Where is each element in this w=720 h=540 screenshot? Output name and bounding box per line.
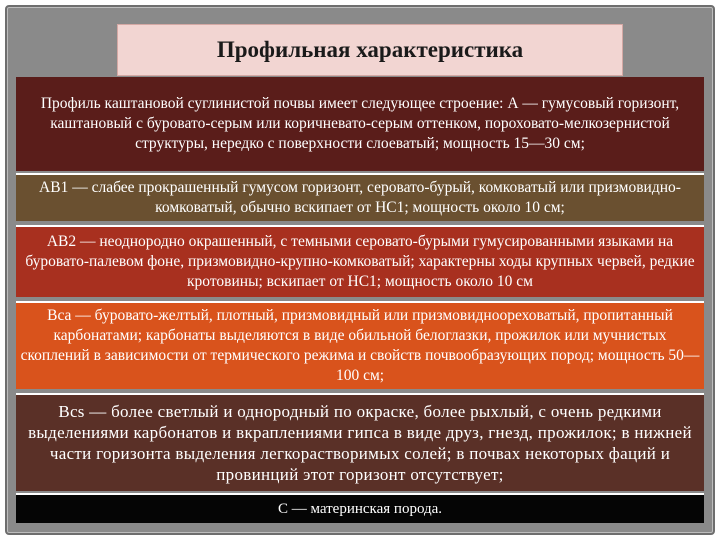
- slide-title: Профильная характеристика: [117, 24, 623, 76]
- horizon-bcs-text: Bcs — более светлый и однородный по окраске, более рыхлый, с очень редкими выделениями карбонатов и вкраплениями гипса в виде друз, гнезд, прожилок; в нижней части горизонта выделения легкорастворимых солей; в почвах некоторых фаций и провинций этот горизонт отсутствует;: [28, 402, 692, 484]
- horizon-ab2-text: АВ2 — неоднородно окрашенный, с темными серовато-бурыми гумусированными языками на буровато-палевом фоне, призмовидно-крупно-комковатый; характерны ходы крупных червей, редкие кротовины; вскипает от НС1; мощность около 10 см: [25, 233, 695, 290]
- horizon-bcs-block: [16, 393, 704, 491]
- horizon-a-text: Профиль каштановой суглинистой почвы имеет следующее строение: А — гумусовый горизонт, каштановый с буровато-серым или коричневато-серым оттенком, пороховато-мелкозернистой структуры, нередко с поверхности слоеватый; мощность 15—30 см;: [40, 95, 680, 152]
- horizon-bca-block: [16, 301, 704, 389]
- horizon-ab2-block: [16, 225, 704, 297]
- horizon-bca-text: Вса — буровато-желтый, плотный, призмовидный или призмовидноореховатый, пропитанный карбонатами; карбонаты выделяются в виде обильной белоглазки, прожилок или мучнистых скоплений в зависимости от термического режима и свойств почвообразующих пород; мощность 50—100 см;: [20, 307, 700, 384]
- horizon-a-block: [16, 77, 704, 171]
- horizon-ab1-block: [16, 173, 704, 221]
- horizon-c-block: [16, 493, 704, 523]
- horizon-c-text: С — материнская порода.: [277, 501, 443, 517]
- horizon-ab1-text: АВ1 — слабее прокрашенный гумусом горизонт, серовато-бурый, комковатый или призмовидно-комковатый, обычно вскипает от НС1; мощность около 10 см;: [39, 179, 681, 216]
- slide: [5, 5, 715, 535]
